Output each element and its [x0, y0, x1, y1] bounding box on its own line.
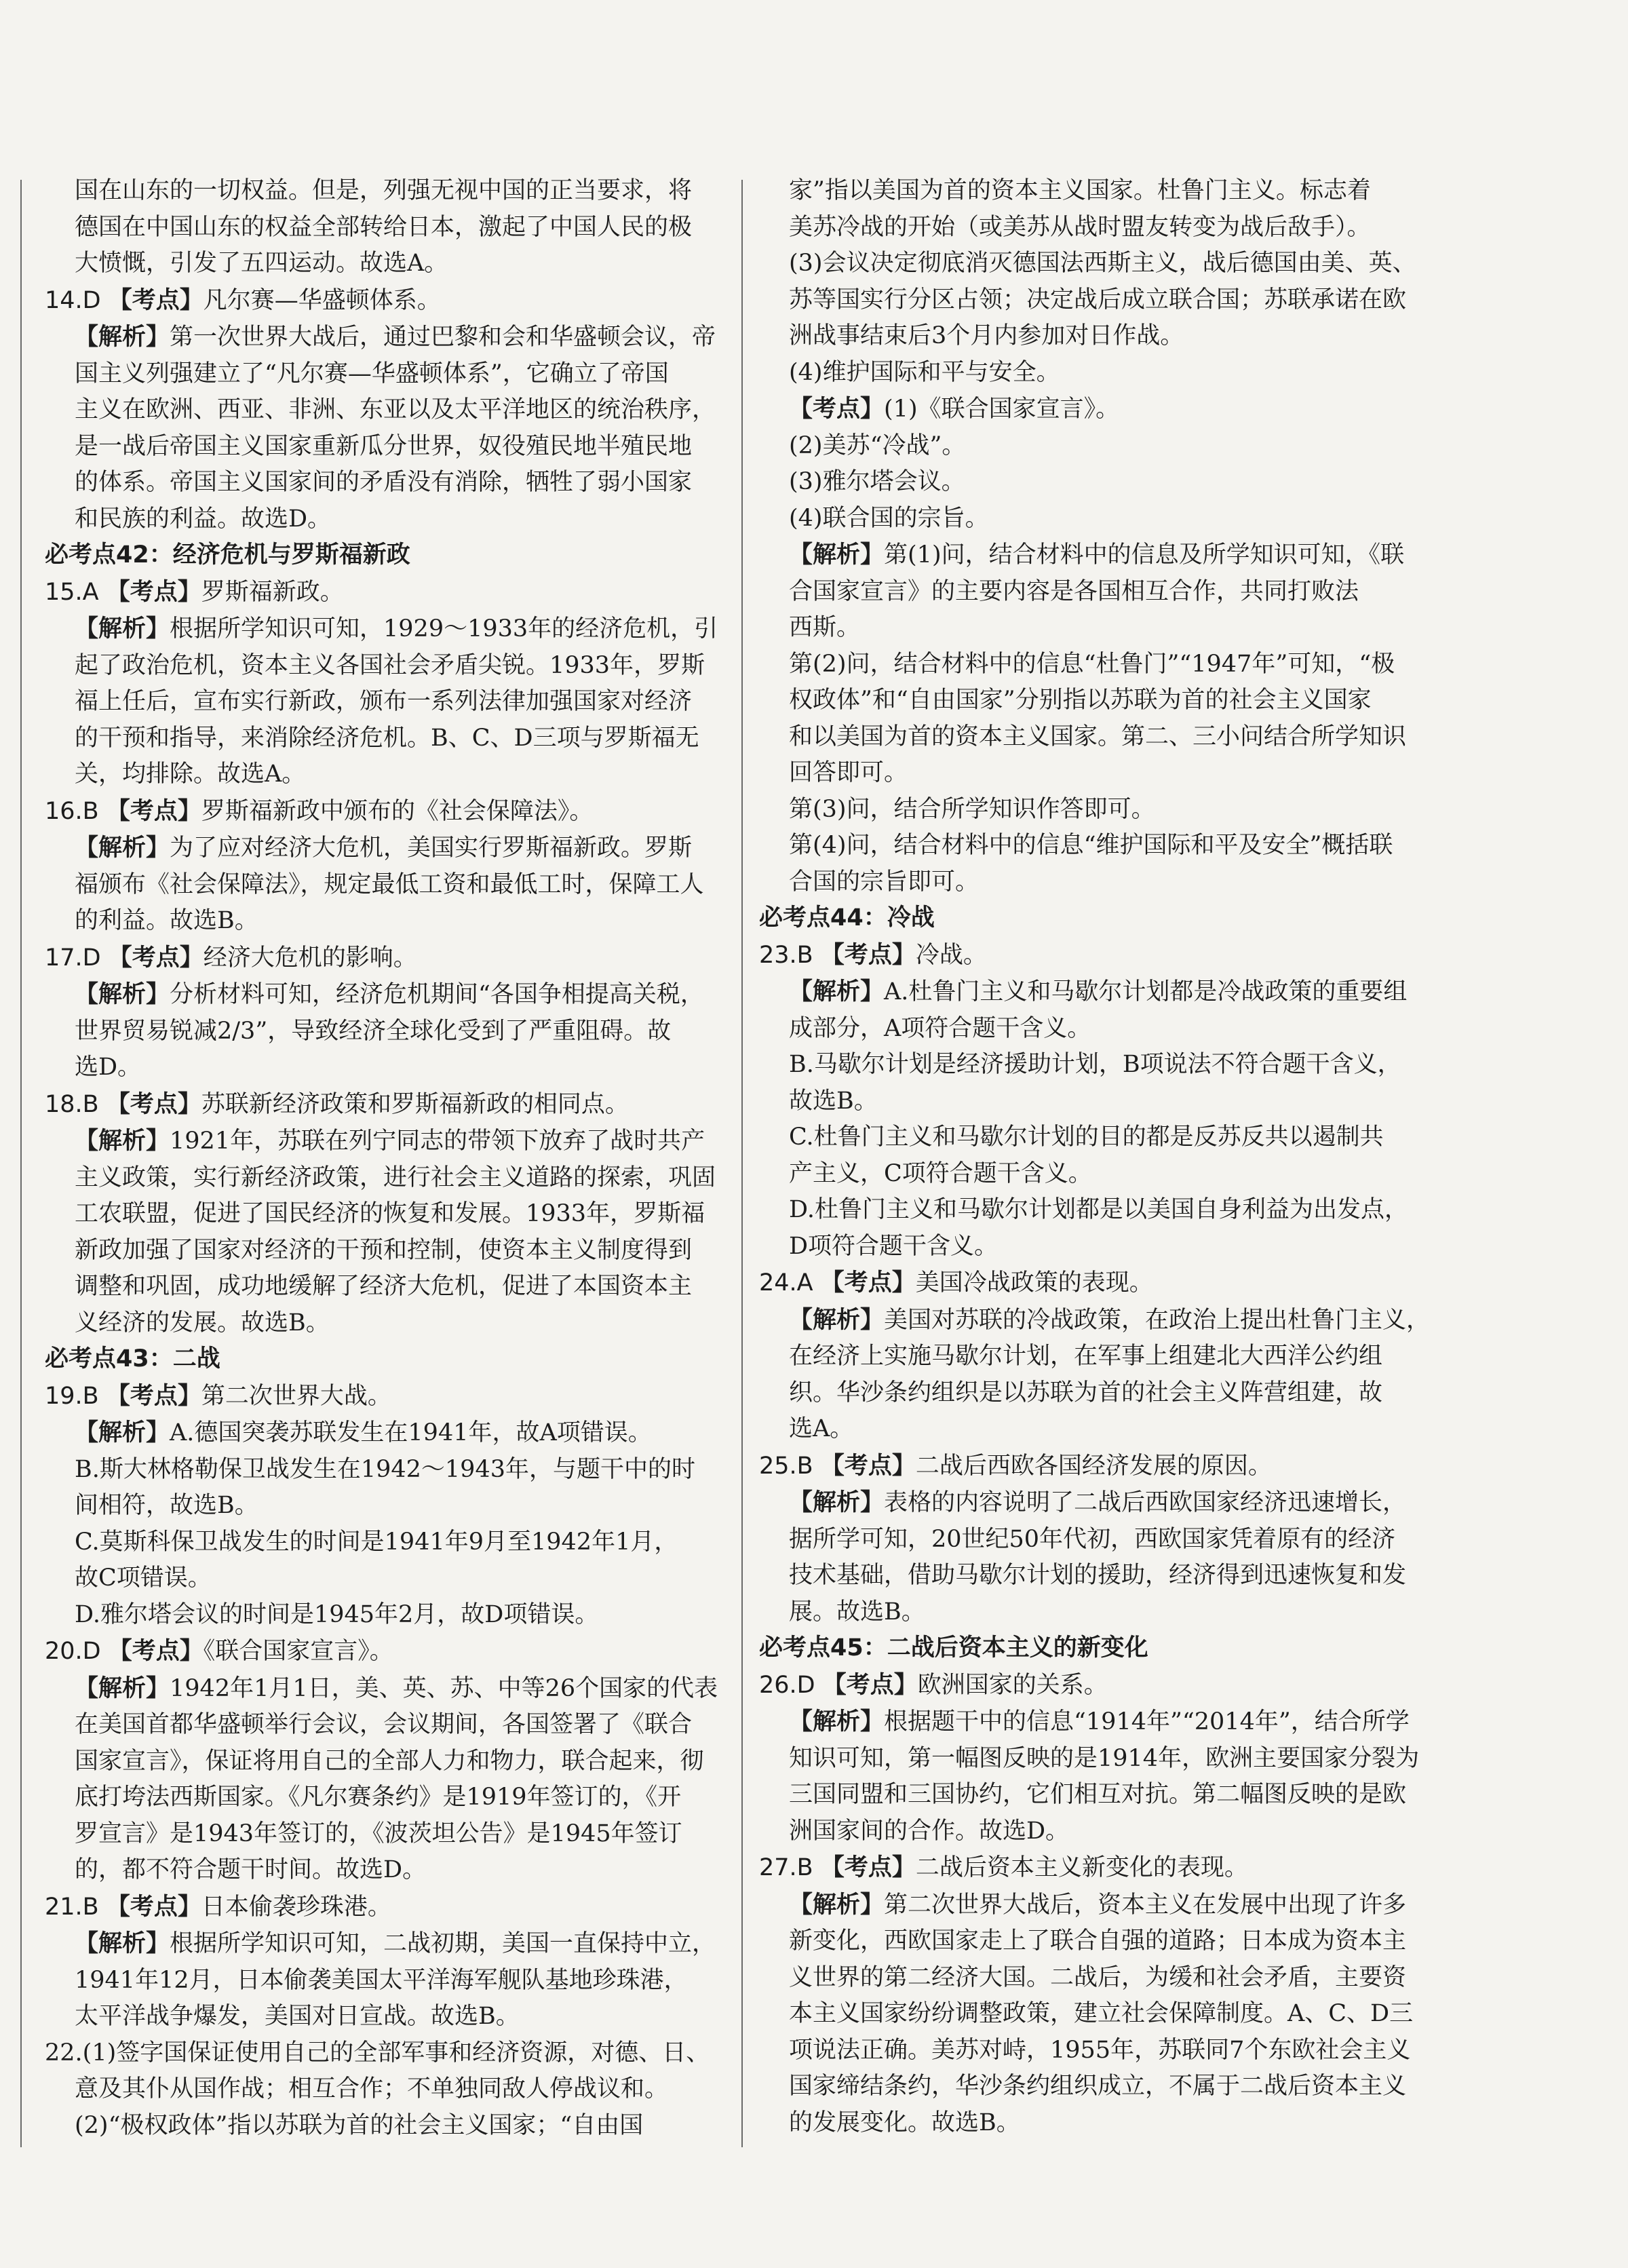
text-line: 合国的宗旨即可。: [789, 868, 980, 896]
answer-number: 18.B: [45, 1090, 99, 1118]
analysis-text: 1921年，苏联在列宁同志的带领下放弃了战时共产: [170, 1128, 705, 1155]
answer-line: [759, 937, 1437, 974]
answer-line: [759, 1448, 1437, 1485]
text-line: 福上任后，宣布实行新政，颁布一系列法律加强国家对经济: [75, 688, 693, 715]
analysis-text: 根据所学知识可知，1929～1933年的经济危机，引: [170, 615, 718, 642]
text-line: 是一战后帝国主义国家重新瓜分世界，奴役殖民地半殖民地: [75, 432, 693, 460]
analysis-line: [759, 1704, 1437, 1741]
answer-text: 二战后资本主义新变化的表现。: [915, 1854, 1248, 1881]
text-line: 和民族的利益。故选D。: [75, 505, 332, 533]
text-line: 选D。: [75, 1054, 142, 1081]
text-line: 主义政策，实行新经济政策，进行社会主义道路的探索，巩固: [75, 1164, 716, 1191]
answer-text: 凡尔赛—华盛顿体系。: [203, 286, 441, 314]
answer-line: [45, 1633, 723, 1670]
text-line: D.杜鲁门主义和马歇尔计划都是以美国自身利益为出发点，: [789, 1196, 1408, 1223]
text-line: 国家缔结条约，华沙条约组织成立，不属于二战后资本主义: [789, 2073, 1407, 2100]
text-line: 调整和巩固，成功地缓解了经济大危机，促进了本国资本主: [75, 1273, 693, 1300]
answer-line: [759, 1849, 1437, 1887]
analysis-text: 根据所学知识可知，二战初期，美国一直保持中立，: [170, 1930, 716, 1957]
answer-line: [45, 282, 723, 320]
text-line: 主义在欧洲、西亚、非洲、东亚以及太平洋地区的统治秩序，: [75, 396, 716, 423]
text-line: 项说法正确。美苏对峙，1955年，苏联同7个东欧社会主义: [789, 2036, 1411, 2064]
kaodian-tag: 【考点】: [820, 1853, 916, 1881]
answer-text: 罗斯福新政。: [201, 578, 344, 606]
text-line: 新政加强了国家对经济的干预和控制，使资本主义制度得到: [75, 1236, 693, 1264]
analysis-line: [759, 974, 1437, 1011]
answer-line: [45, 1378, 723, 1415]
analysis-line: [759, 537, 1437, 574]
text-line: D.雅尔塔会议的时间是1945年2月，故D项错误。: [75, 1600, 599, 1628]
kaodian-tag: 【考点】: [106, 577, 201, 606]
text-line: 据所学可知，20世纪50年代初，西欧国家凭着原有的经济: [789, 1525, 1396, 1553]
analysis-tag: 【解析】: [789, 541, 885, 569]
analysis-tag: 【解析】: [789, 1890, 885, 1919]
answer-number: 15.A: [45, 578, 99, 606]
answer-line: [759, 1265, 1437, 1302]
text-line: 关，均排除。故选A。: [75, 761, 306, 788]
text-line: 世界贸易锐减2/3”，导致经济全球化受到了严重阻碍。故: [75, 1017, 672, 1045]
text-line: 的体系。帝国主义国家间的矛盾没有消除，牺牲了弱小国家: [75, 469, 693, 496]
text-line: (4)联合国的宗旨。: [789, 504, 989, 532]
text-line: (3)雅尔塔会议。: [789, 468, 965, 495]
analysis-line: [759, 1302, 1437, 1339]
answer-text: 第二次世界大战。: [201, 1382, 391, 1410]
left-column: [45, 173, 723, 2144]
answer-text: 日本偷袭珍珠港。: [201, 1893, 391, 1921]
answer-text: 罗斯福新政中颁布的《社会保障法》。: [201, 797, 594, 825]
text-line: 西斯。: [789, 614, 861, 641]
analysis-text: 1942年1月1日，美、英、苏、中等26个国家的代表: [170, 1674, 718, 1702]
text-line: 意及其仆从国作战；相互合作；不单独同敌人停战议和。: [75, 2075, 669, 2102]
text-line: 苏等国实行分区占领；决定战后成立联合国；苏联承诺在欧: [789, 286, 1407, 313]
analysis-line: [45, 611, 723, 648]
analysis-line: [759, 1887, 1437, 1924]
text-line: 美苏冷战的开始（或美苏从战时盟友转变为战后敌手）。: [789, 213, 1371, 241]
answer-number: 17.D: [45, 944, 101, 972]
text-line: 义世界的第二经济大国。二战后，为缓和社会矛盾，主要资: [789, 1963, 1407, 1991]
text-line: 故C项错误。: [75, 1564, 212, 1592]
text-line: 洲国家间的合作。故选D。: [789, 1817, 1070, 1845]
analysis-text: 第(1)问，结合材料中的信息及所学知识可知，《联: [884, 541, 1405, 569]
text-line: 在美国首都华盛顿举行会议，会议期间，各国签署了《联合: [75, 1711, 693, 1738]
text-line: 本主义国家纷纷调整政策，建立社会保障制度。A、C、D三: [789, 2000, 1414, 2027]
kaodian-tag: 【考点】: [820, 1269, 916, 1296]
analysis-tag: 【解析】: [789, 1305, 885, 1334]
answer-number: 27.B: [759, 1854, 813, 1881]
section-heading: 必考点43：二战: [45, 1345, 220, 1372]
kaodian-tag: 【考点】: [822, 1670, 918, 1699]
answer-number: 24.A: [759, 1269, 813, 1296]
text-line: 产主义，C项符合题干含义。: [789, 1159, 1092, 1187]
text-line: 家”指以美国为首的资本主义国家。杜鲁门主义。标志着: [789, 177, 1371, 204]
text-line: 在经济上实施马歇尔计划，在军事上组建北大西洋公约组: [789, 1343, 1383, 1370]
text-line: 起了政治危机，资本主义各国社会矛盾尖锐。1933年，罗斯: [75, 651, 705, 679]
text-line: 的利益。故选B。: [75, 907, 258, 934]
kaodian-tag: 【考点】: [820, 940, 916, 969]
text-line: 工农联盟，促进了国民经济的恢复和发展。1933年，罗斯福: [75, 1200, 705, 1227]
text-line: 国家宣言》，保证将用自己的全部人力和物力，联合起来，彻: [75, 1747, 704, 1775]
text-line: 的干预和指导，来消除经济危机。B、C、D三项与罗斯福无: [75, 724, 699, 752]
analysis-line: [45, 1123, 723, 1160]
text-line: 技术基础，借助马歇尔计划的援助，经济得到迅速恢复和发: [789, 1562, 1407, 1589]
analysis-line: [45, 830, 723, 867]
text-line: (4)维护国际和平与安全。: [789, 358, 1060, 386]
answer-text: 二战后西欧各国经济发展的原因。: [915, 1452, 1272, 1480]
analysis-text: 根据题干中的信息“1914年”“2014年”，结合所学: [884, 1708, 1410, 1735]
answer-line: [759, 1667, 1437, 1704]
analysis-tag: 【考点】: [789, 395, 885, 423]
text-line: 德国在中国山东的权益全部转给日本，激起了中国人民的极: [75, 213, 693, 241]
answer-number: 23.B: [759, 941, 813, 969]
kaodian-tag: 【考点】: [108, 1637, 204, 1665]
right-column: [759, 173, 1437, 2141]
text-line: 和以美国为首的资本主义国家。第二、三小问结合所学知识: [789, 723, 1407, 750]
analysis-text: (1)《联合国家宣言》。: [884, 396, 1120, 423]
text-line: (2)美苏“冷战”。: [789, 431, 966, 459]
analysis-tag: 【解析】: [75, 615, 170, 642]
analysis-tag: 【解析】: [75, 1127, 170, 1155]
analysis-tag: 【解析】: [789, 978, 885, 1005]
text-line: 合国家宣言》的主要内容是各国相互合作，共同打败法: [789, 577, 1359, 605]
answer-text: 《联合国家宣言》。: [203, 1638, 393, 1665]
kaodian-tag: 【考点】: [108, 943, 204, 972]
section-heading: 必考点44：冷战: [759, 904, 935, 931]
text-line: 第(3)问，结合所学知识作答即可。: [789, 795, 1155, 823]
text-line: 知识可知，第一幅图反映的是1914年，欧洲主要国家分裂为: [789, 1744, 1420, 1772]
text-line: C.杜鲁门主义和马歇尔计划的目的都是反苏反共以遏制共: [789, 1123, 1384, 1151]
text-line: 太平洋战争爆发，美国对日宣战。故选B。: [75, 2003, 520, 2030]
text-line: 织。华沙条约组织是以苏联为首的社会主义阵营组建，故: [789, 1379, 1383, 1406]
analysis-line: [45, 1925, 723, 1963]
kaodian-tag: 【考点】: [106, 1381, 201, 1410]
answer-text: 冷战。: [915, 941, 987, 969]
answer-number: 26.D: [759, 1671, 815, 1699]
answer-number: 19.B: [45, 1382, 99, 1410]
text-line: 22.(1)签字国保证使用自己的全部军事和经济资源，对德、日、: [45, 2039, 710, 2067]
text-line: B.马歇尔计划是经济援助计划，B项说法不符合题干含义，: [789, 1051, 1401, 1078]
text-line: D项符合题干含义。: [789, 1232, 999, 1260]
kaodian-tag: 【考点】: [820, 1451, 916, 1480]
text-line: 第(2)问，结合材料中的信息“杜鲁门”“1947年”可知，“极: [789, 650, 1395, 678]
text-line: C.莫斯科保卫战发生的时间是1941年9月至1942年1月，: [75, 1528, 678, 1556]
answer-number: 16.B: [45, 797, 99, 825]
text-line: 三国同盟和三国协约，它们相互对抗。第二幅图反映的是欧: [789, 1781, 1407, 1808]
analysis-text: 分析材料可知，经济危机期间“各国争相提高关税，: [170, 981, 704, 1008]
left-margin-rule: [20, 180, 22, 2147]
text-line: 间相符，故选B。: [75, 1492, 258, 1519]
answer-number: 14.D: [45, 286, 101, 314]
answer-text: 苏联新经济政策和罗斯福新政的相同点。: [201, 1090, 629, 1118]
text-line: 底打垮法西斯国家。《凡尔赛条约》是1919年签订的，《开: [75, 1784, 682, 1811]
analysis-tag: 【解析】: [789, 1708, 885, 1735]
analysis-text: 美国对苏联的冷战政策，在政治上提出杜鲁门主义，: [884, 1306, 1431, 1334]
text-line: (3)会议决定彻底消灭德国法西斯主义，战后德国由美、英、: [789, 250, 1416, 277]
analysis-tag: 【解析】: [75, 834, 170, 862]
analysis-tag: 【解析】: [789, 1488, 885, 1516]
text-line: 回答即可。: [789, 759, 908, 786]
analysis-text: A.德国突袭苏联发生在1941年，故A项错误。: [170, 1419, 652, 1446]
answer-text: 欧洲国家的关系。: [917, 1671, 1108, 1699]
text-line: 故选B。: [789, 1087, 878, 1115]
analysis-tag: 【解析】: [75, 1419, 170, 1446]
analysis-text: 第二次世界大战后，资本主义在发展中出现了许多: [884, 1891, 1407, 1919]
text-line: 展。故选B。: [789, 1598, 925, 1626]
section-heading: 必考点42：经济危机与罗斯福新政: [45, 541, 410, 569]
text-line: 大愤慨，引发了五四运动。故选A。: [75, 250, 448, 277]
text-line: 权政体”和“自由国家”分别指以苏联为首的社会主义国家: [789, 687, 1372, 714]
text-line: 福颁布《社会保障法》，规定最低工资和最低工时，保障工人: [75, 870, 704, 898]
answer-line: [45, 1086, 723, 1123]
analysis-tag: 【解析】: [75, 980, 170, 1008]
analysis-line: [759, 1484, 1437, 1522]
analysis-line: [759, 391, 1437, 428]
answer-line: [45, 793, 723, 830]
text-line: 的，都不符合题干时间。故选D。: [75, 1856, 427, 1883]
text-line: B.斯大林格勒保卫战发生在1942～1943年，与题干中的时: [75, 1455, 695, 1483]
text-line: 义经济的发展。故选B。: [75, 1309, 330, 1337]
text-line: 罗宣言》是1943年签订的，《波茨坦公告》是1945年签订: [75, 1820, 682, 1847]
analysis-tag: 【解析】: [75, 1674, 170, 1702]
answer-number: 25.B: [759, 1452, 813, 1480]
kaodian-tag: 【考点】: [106, 1892, 201, 1921]
analysis-text: A.杜鲁门主义和马歇尔计划都是冷战政策的重要组: [884, 978, 1408, 1005]
text-line: 成部分，A项符合题干含义。: [789, 1014, 1091, 1042]
kaodian-tag: 【考点】: [108, 286, 204, 314]
analysis-tag: 【解析】: [75, 323, 170, 351]
kaodian-tag: 【考点】: [106, 1090, 201, 1118]
text-line: (2)“极权政体”指以苏联为首的社会主义国家；“自由国: [75, 2111, 644, 2139]
text-line: 的发展变化。故选B。: [789, 2109, 1020, 2136]
kaodian-tag: 【考点】: [106, 796, 201, 825]
text-line: 国在山东的一切权益。但是，列强无视中国的正当要求，将: [75, 177, 693, 204]
analysis-text: 表格的内容说明了二战后西欧国家经济迅速增长，: [884, 1489, 1407, 1516]
answer-line: [45, 940, 723, 977]
text-line: 新变化，西欧国家走上了联合自强的道路；日本成为资本主: [789, 1927, 1407, 1955]
answer-line: [45, 1889, 723, 1926]
answer-number: 21.B: [45, 1893, 99, 1921]
text-line: 1941年12月，日本偷袭美国太平洋海军舰队基地珍珠港，: [75, 1966, 688, 1994]
text-line: 选A。: [789, 1415, 854, 1442]
analysis-tag: 【解析】: [75, 1929, 170, 1957]
answer-text: 美国冷战政策的表现。: [915, 1269, 1153, 1296]
answer-line: [45, 574, 723, 611]
analysis-line: [45, 319, 723, 356]
analysis-text: 第一次世界大战后，通过巴黎和会和华盛顿会议，帝: [170, 324, 716, 351]
analysis-line: [45, 1670, 723, 1708]
text-line: 洲战事结束后3个月内参加对日作战。: [789, 322, 1184, 349]
answer-text: 经济大危机的影响。: [203, 944, 417, 972]
analysis-text: 为了应对经济大危机，美国实行罗斯福新政。罗斯: [170, 834, 693, 862]
answer-number: 20.D: [45, 1638, 101, 1665]
analysis-line: [45, 976, 723, 1014]
text-line: 国主义列强建立了“凡尔赛—华盛顿体系”，它确立了帝国: [75, 360, 669, 387]
text-line: 第(4)问，结合材料中的信息“维护国际和平及安全”概括联: [789, 832, 1393, 859]
column-divider: [741, 180, 743, 2147]
section-heading: 必考点45：二战后资本主义的新变化: [759, 1634, 1148, 1661]
analysis-line: [45, 1415, 723, 1452]
